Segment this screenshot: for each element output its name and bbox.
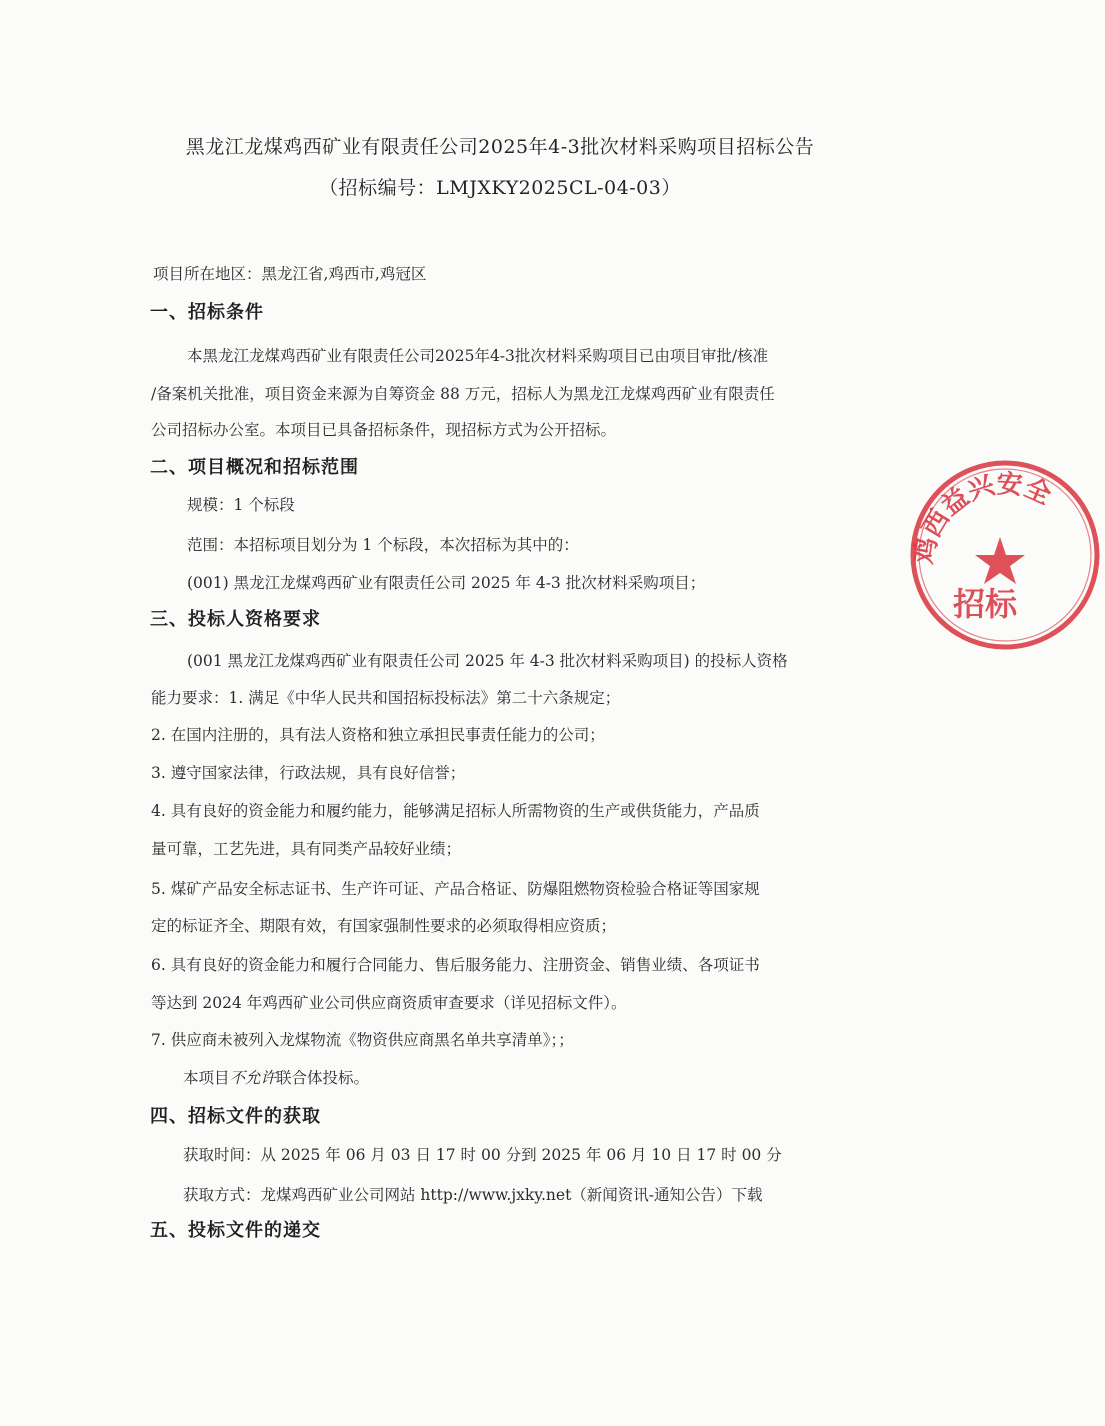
consortium-suffix: 联合体投标。 bbox=[276, 1069, 370, 1087]
requirement-6-line-2: 等达到 2024 年鸡西矿业公司供应商资质审查要求（详见招标文件）。 bbox=[151, 994, 627, 1012]
section-1-heading: 一、招标条件 bbox=[150, 302, 264, 323]
stamp-text-top: 鸡西益兴安全 bbox=[909, 469, 1056, 567]
scope-item: (001) 黑龙江龙煤鸡西矿业有限责任公司 2025 年 4-3 批次材料采购项目； bbox=[187, 574, 706, 592]
qualification-intro-line-1: (001 黑龙江龙煤鸡西矿业有限责任公司 2025 年 4-3 批次材料采购项目) 的投标人资格 bbox=[187, 652, 788, 670]
scale-line: 规模：1 个标段 bbox=[187, 496, 295, 514]
section-1-para-line-1: 本黑龙江龙煤鸡西矿业有限责任公司2025年4-3批次材料采购项目已由项目审批/核准 bbox=[187, 347, 769, 365]
acquisition-method: 获取方式：龙煤鸡西矿业公司网站 http://www.jxky.net（新闻资讯-通知公告）下载 bbox=[183, 1186, 763, 1204]
requirement-2: 2. 在国内注册的，具有法人资格和独立承担民事责任能力的公司； bbox=[151, 726, 605, 744]
scope-line: 范围：本招标项目划分为 1 个标段，本次招标为其中的： bbox=[187, 536, 579, 554]
requirement-4-line-2: 量可靠，工艺先进，具有同类产品较好业绩； bbox=[151, 840, 462, 858]
stamp-star-icon bbox=[975, 537, 1025, 584]
section-3-heading: 三、投标人资格要求 bbox=[150, 609, 321, 630]
section-2-heading: 二、项目概况和招标范围 bbox=[150, 457, 359, 478]
requirement-5-line-2: 定的标证齐全、期限有效，有国家强制性要求的必须取得相应资质； bbox=[151, 917, 617, 935]
requirement-3: 3. 遵守国家法律，行政法规，具有良好信誉； bbox=[151, 764, 466, 782]
project-location: 项目所在地区：黑龙江省,鸡西市,鸡冠区 bbox=[153, 265, 427, 283]
requirement-7: 7. 供应商未被列入龙煤物流《物资供应商黑名单共享清单》；； bbox=[151, 1031, 574, 1049]
acquisition-time: 获取时间：从 2025 年 06 月 03 日 17 时 00 分到 2025 年 06 月 10 日 17 时 00 分 bbox=[183, 1146, 782, 1164]
bid-number: （招标编号：LMJXKY2025CL-04-03） bbox=[319, 177, 681, 199]
consortium-prefix: 本项目 bbox=[183, 1069, 230, 1087]
requirement-4-line-1: 4. 具有良好的资金能力和履约能力，能够满足招标人所需物资的生产或供货能力，产品质 bbox=[151, 802, 760, 820]
red-seal-stamp bbox=[905, 455, 1105, 655]
document-title: 黑龙江龙煤鸡西矿业有限责任公司2025年4-3批次材料采购项目招标公告 bbox=[185, 136, 815, 158]
section-5-heading: 五、投标文件的递交 bbox=[150, 1220, 321, 1241]
section-4-heading: 四、招标文件的获取 bbox=[150, 1106, 321, 1127]
requirement-5-line-1: 5. 煤矿产品安全标志证书、生产许可证、产品合格证、防爆阻燃物资检验合格证等国家规 bbox=[151, 880, 760, 898]
section-1-para-line-3: 公司招标办公室。本项目已具备招标条件，现招标方式为公开招标。 bbox=[151, 421, 617, 439]
consortium-note bbox=[183, 1066, 369, 1088]
qualification-intro-line-2: 能力要求：1. 满足《中华人民共和国招标投标法》第二十六条规定； bbox=[151, 689, 621, 707]
stamp-text-bottom: 招标 bbox=[953, 585, 1018, 623]
section-1-para-line-2: /备案机关批准，项目资金来源为自筹资金 88 万元，招标人为黑龙江龙煤鸡西矿业有限责任 bbox=[151, 385, 775, 403]
requirement-6-line-1: 6. 具有良好的资金能力和履行合同能力、售后服务能力、注册资金、销售业绩、各项证书 bbox=[151, 956, 760, 974]
consortium-not-allowed: 不允许 bbox=[229, 1069, 277, 1087]
